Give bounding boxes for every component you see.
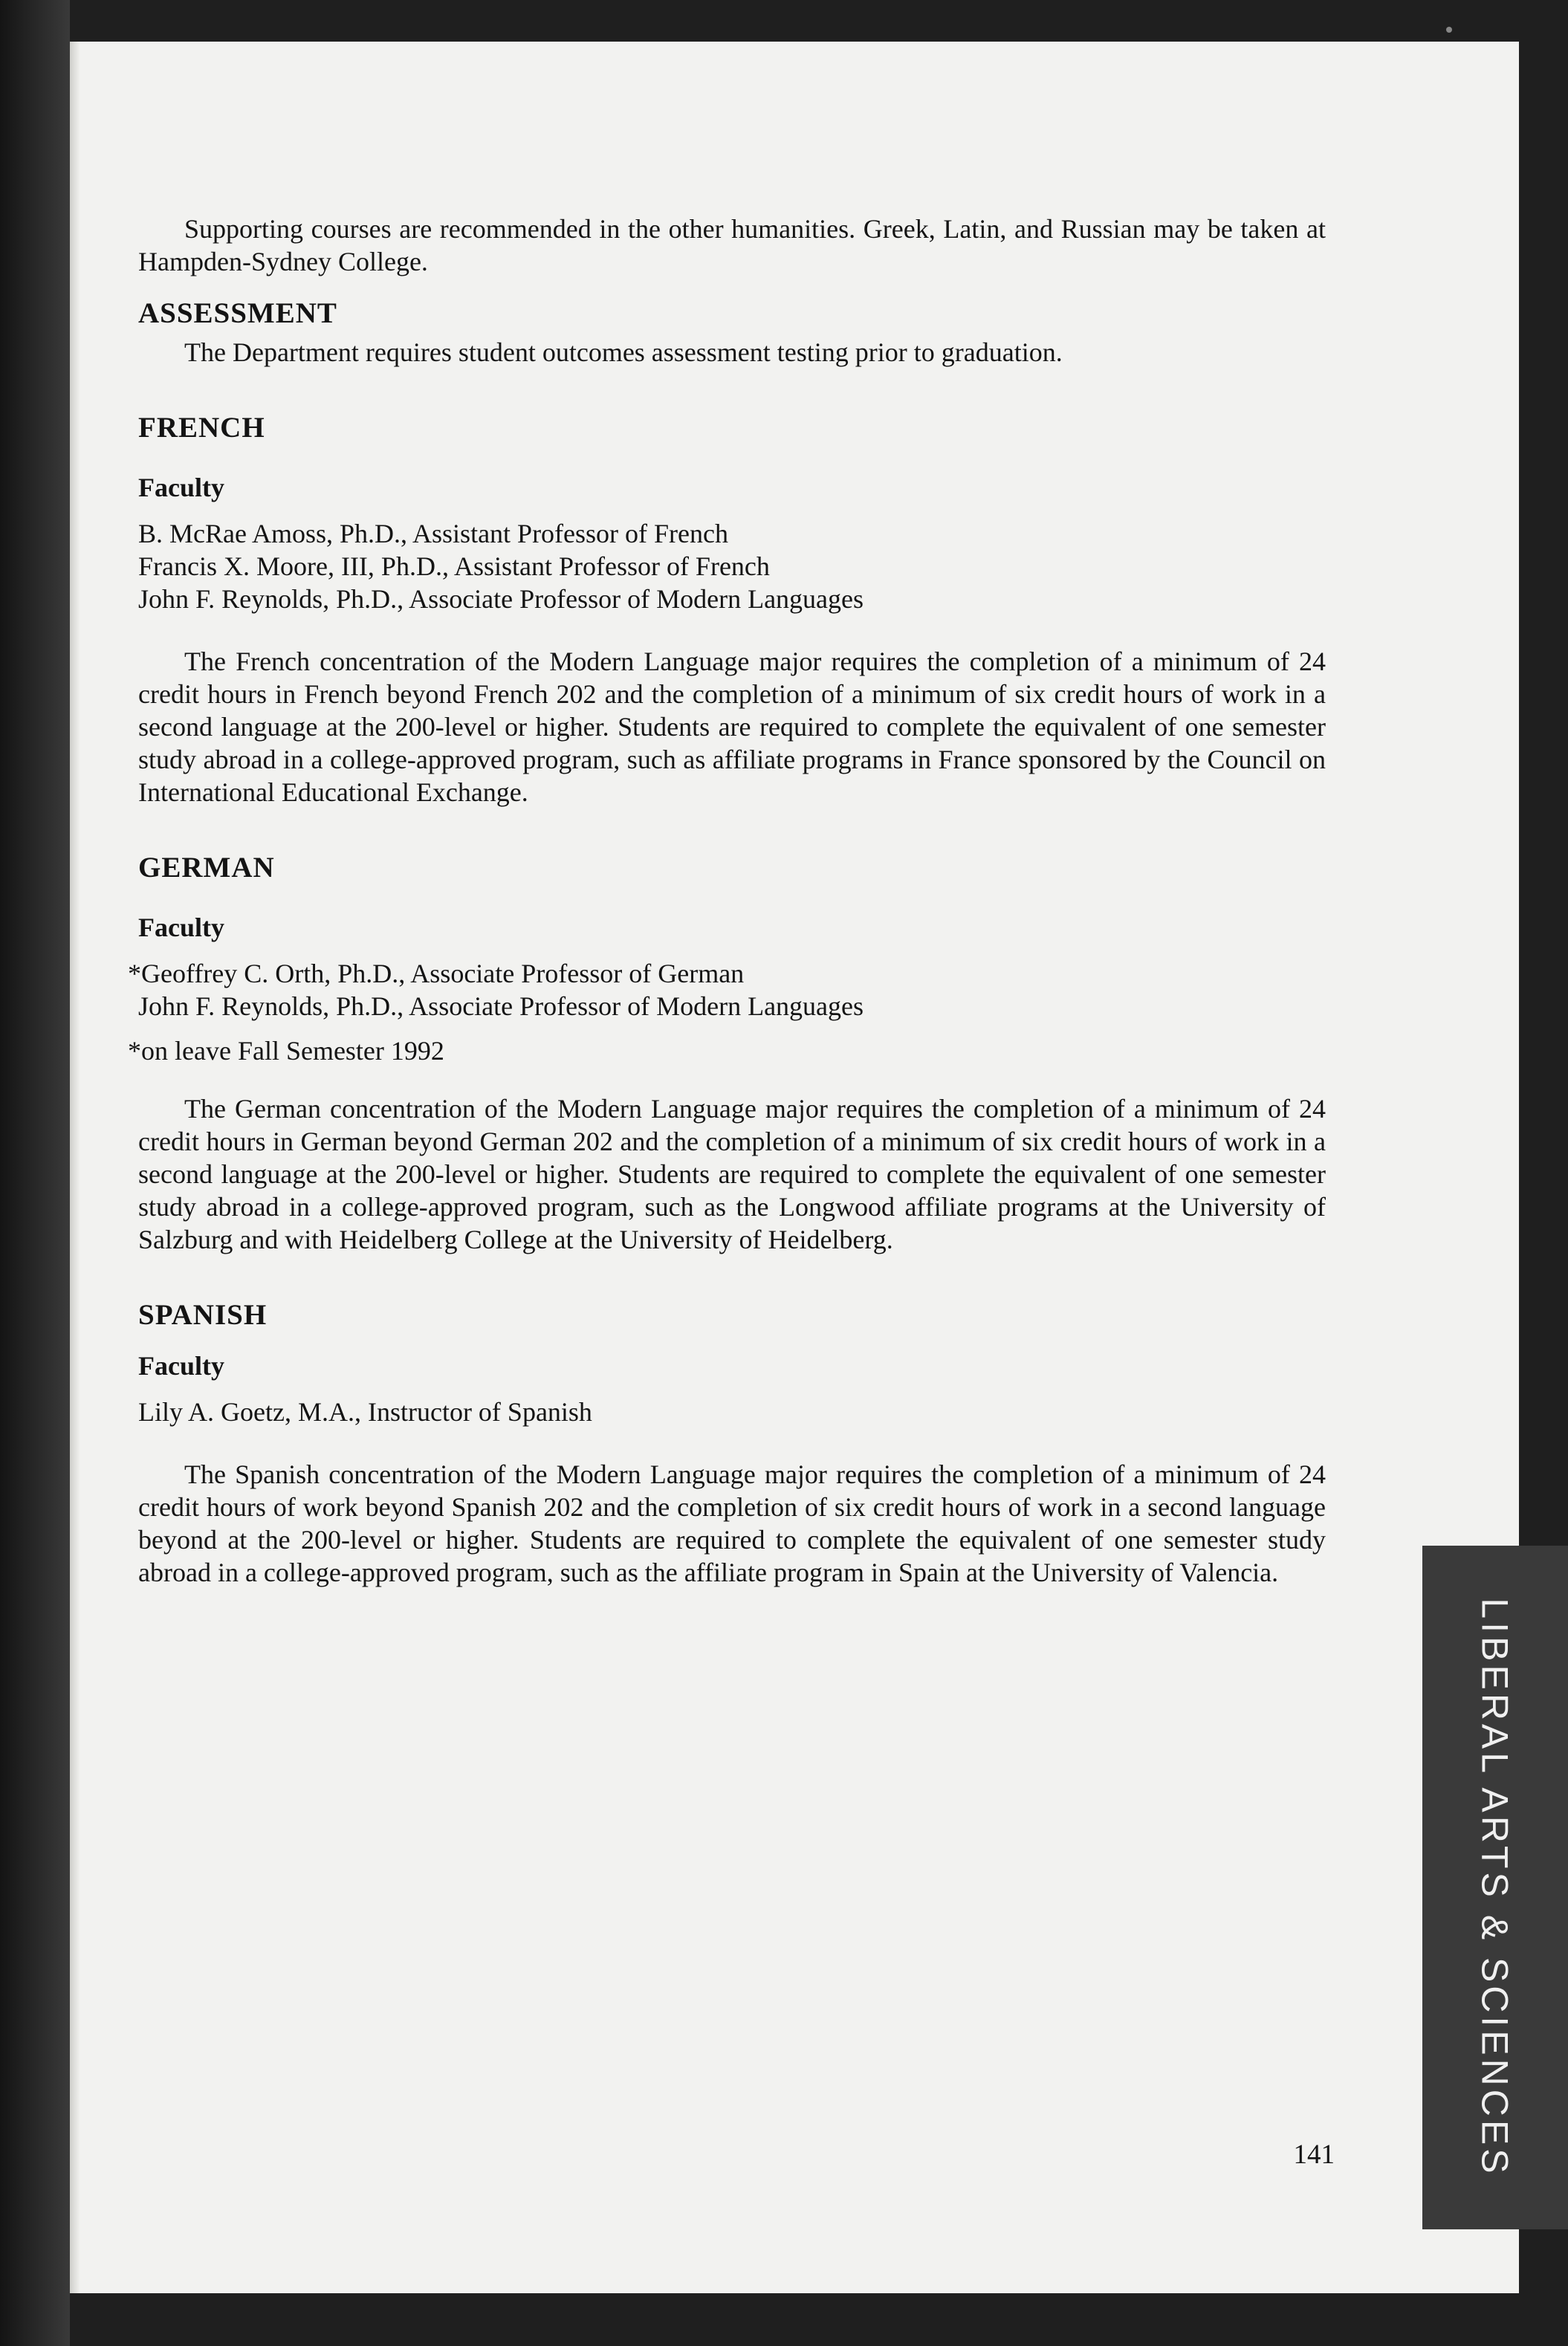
spanish-heading: SPANISH [138, 1299, 268, 1331]
page-content [128, 213, 1326, 1589]
assessment-heading: ASSESSMENT [138, 297, 337, 329]
section-tab-label: LIBERAL ARTS & SCIENCES [1474, 1598, 1517, 2177]
french-faculty-list [138, 517, 1326, 615]
spanish-description: The Spanish concentration of the Modern Language major requires the completion of a minimum of 24 credit hours of work beyond Spanish 202 and the completion of six credit hours of work in a second language beyond at the 200-level or higher. Students are required to complete the equivalent of one semester study abroad in a college-approved program, such as the affiliate program in Spain at the University of Valencia. [138, 1459, 1326, 1587]
faculty-member: Francis X. Moore, III, Ph.D., Assistant Professor of French [138, 551, 770, 581]
assessment-paragraph: The Department requires student outcomes assessment testing prior to graduation. [184, 337, 1063, 367]
spanish-faculty-heading: Faculty [138, 1351, 224, 1381]
french-faculty-heading: Faculty [138, 473, 224, 502]
german-description: The German concentration of the Modern Language major requires the completion of a minimum of 24 credit hours in German beyond German 202 and the completion of a minimum of six credit hours of work in a second language at the 200-level or higher. Students are required to complete the equivalent of one semester study abroad in a college-approved program, such as the Longwood affiliate programs at the University of Salzburg and with Heidelberg College at the University of Heidelberg. [138, 1094, 1326, 1254]
french-description: The French concentration of the Modern Language major requires the completion of a minimum of 24 credit hours in French beyond French 202 and the completion of a minimum of six credit hours of work in a second language at the 200-level or higher. Students are required to complete the equivalent of one semester study abroad in a college-approved program, such as affiliate programs in France sponsored by the Council on International Educational Exchange. [138, 647, 1326, 807]
german-faculty-heading: Faculty [138, 913, 224, 942]
german-leave-note: *on leave Fall Semester 1992 [128, 1036, 444, 1066]
faculty-member: John F. Reynolds, Ph.D., Associate Professor of Modern Languages [138, 991, 864, 1021]
french-heading: FRENCH [138, 412, 265, 444]
faculty-member: B. McRae Amoss, Ph.D., Assistant Professor of French [138, 519, 728, 548]
page-edge [70, 42, 80, 2293]
page-binding-shadow [0, 0, 70, 2346]
page-number: 141 [1293, 2139, 1335, 2170]
corner-dot [1446, 27, 1452, 33]
faculty-member: Lily A. Goetz, M.A., Instructor of Spanish [138, 1397, 592, 1427]
spanish-faculty-list [138, 1396, 1326, 1428]
german-faculty-list [128, 957, 1326, 1023]
intro-paragraph: Supporting courses are recommended in the other humanities. Greek, Latin, and Russian may be taken at Hampden-Sydney College. [138, 214, 1326, 276]
faculty-member: *Geoffrey C. Orth, Ph.D., Associate Professor of German [128, 959, 745, 988]
faculty-member: John F. Reynolds, Ph.D., Associate Professor of Modern Languages [138, 584, 864, 614]
section-tab-label-wrap [1422, 1546, 1568, 2229]
german-heading: GERMAN [138, 852, 275, 884]
